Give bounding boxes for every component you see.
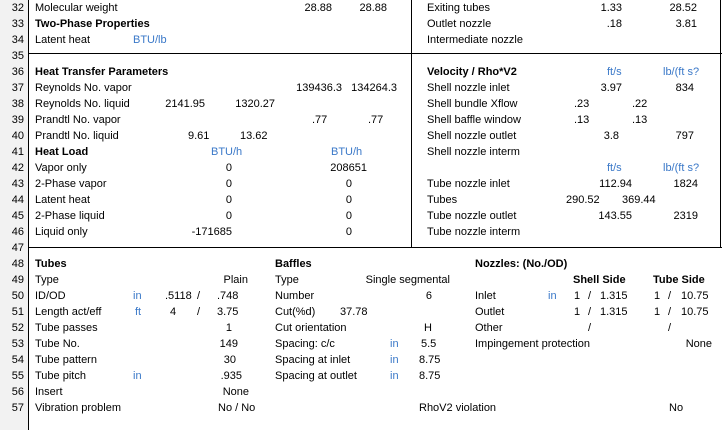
tube-type-value: Plain xyxy=(223,274,248,286)
two-phase-liquid-value-1: 0 xyxy=(225,210,232,222)
molecular-weight-value-1: 28.88 xyxy=(304,2,332,14)
length-separator: / xyxy=(197,306,201,318)
baffle-cut-value: 37.78 xyxy=(340,306,368,318)
nozzles-heading: Nozzles: (No./OD) xyxy=(475,258,568,270)
nozzle-inlet-unit: in xyxy=(548,290,557,302)
cut-orientation-label: Cut orientation xyxy=(275,322,347,334)
tube-nozzle-outlet-label: Tube nozzle outlet xyxy=(427,210,517,222)
tube-passes-label: Tube passes xyxy=(35,322,98,334)
tubes-heading: Tubes xyxy=(35,258,67,270)
shell-nozzle-inlet-velocity: 3.97 xyxy=(600,82,622,94)
tube-passes-value: 1 xyxy=(225,322,232,334)
tube-pitch-label: Tube pitch xyxy=(35,370,86,382)
row-number: 32 xyxy=(11,2,24,14)
tube-side-heading: Tube Side xyxy=(653,274,705,286)
baffle-number-label: Number xyxy=(275,290,315,302)
id-od-unit: in xyxy=(133,290,142,302)
spacing-inlet-value: 8.75 xyxy=(419,354,441,366)
row-number: 39 xyxy=(11,114,24,126)
two-phase-liquid-label: 2-Phase liquid xyxy=(35,210,105,222)
exiting-tubes-value-2: 28.52 xyxy=(669,2,697,14)
latent-heat-load-label: Latent heat xyxy=(35,194,91,206)
insert-label: Insert xyxy=(35,386,63,398)
nozzle-outlet-label: Outlet xyxy=(475,306,505,318)
row-number: 52 xyxy=(11,322,24,334)
shell-baffle-window-value-1: .13 xyxy=(574,114,590,126)
row-number: 43 xyxy=(11,178,24,190)
shell-nozzle-outlet-rhov2: 797 xyxy=(675,130,694,142)
tube-nozzle-inlet-label: Tube nozzle inlet xyxy=(427,178,510,190)
baffle-spacing-label: Spacing: c/c xyxy=(275,338,335,350)
tube-number-label: Tube No. xyxy=(35,338,80,350)
molecular-weight-value-2: 28.88 xyxy=(359,2,387,14)
shell-bundle-xflow-label: Shell bundle Xflow xyxy=(427,98,518,110)
cut-orientation-value: H xyxy=(424,322,432,334)
inlet-tube-count: 1 xyxy=(654,290,661,302)
prandtl-liquid-label: Prandtl No. liquid xyxy=(35,130,119,142)
outlet-shell-count: 1 xyxy=(574,306,581,318)
id-value: .5118 xyxy=(165,290,192,302)
two-phase-vapor-label: 2-Phase vapor xyxy=(35,178,107,190)
reynolds-vapor-label: Reynolds No. vapor xyxy=(35,82,132,94)
tube-number-value: 149 xyxy=(219,338,238,350)
spacing-inlet-unit: in xyxy=(390,354,399,366)
reynolds-vapor-value-2: 134264.3 xyxy=(351,82,397,94)
length-label: Length act/eff xyxy=(35,306,102,318)
molecular-weight-label: Molecular weight xyxy=(35,2,118,14)
liquid-only-value-1: -171685 xyxy=(191,226,232,238)
id-od-separator: / xyxy=(197,290,201,302)
prandtl-vapor-label: Prandtl No. vapor xyxy=(35,114,121,126)
heat-load-heading: Heat Load xyxy=(35,146,89,158)
baffle-number-value: 6 xyxy=(425,290,432,302)
row-number: 41 xyxy=(11,146,24,158)
two-phase-liquid-value-2: 0 xyxy=(345,210,352,222)
tube-nozzle-outlet-rhov2: 2319 xyxy=(673,210,698,222)
tube-nozzle-inlet-rhov2: 1824 xyxy=(673,178,698,190)
velocity-unit-ft-s: ft/s xyxy=(607,66,622,78)
row-number: 54 xyxy=(11,354,24,366)
spacing-outlet-label: Spacing at outlet xyxy=(275,370,357,382)
impingement-protection-label: Impingement protection xyxy=(475,338,590,350)
baffle-spacing-value: 5.5 xyxy=(421,338,437,350)
length-effective: 3.75 xyxy=(217,306,239,318)
shell-nozzle-interm-label: Shell nozzle interm xyxy=(427,146,520,158)
outlet-shell-od: 1.315 xyxy=(600,306,628,318)
baffle-type-value: Single segmental xyxy=(365,274,450,286)
spacing-outlet-unit: in xyxy=(390,370,399,382)
tubes-velocity-value-1: 290.52 xyxy=(566,194,600,206)
inlet-shell-separator: / xyxy=(588,290,592,302)
other-tube-separator: / xyxy=(668,322,672,334)
row-number: 40 xyxy=(11,130,24,142)
spacing-inlet-label: Spacing at inlet xyxy=(275,354,351,366)
shell-nozzle-inlet-label: Shell nozzle inlet xyxy=(427,82,510,94)
row-number: 35 xyxy=(11,50,24,62)
divider-mid xyxy=(28,247,722,248)
latent-heat-unit: BTU/lb xyxy=(133,34,167,46)
tube-velocity-unit-ft-s: ft/s xyxy=(607,162,622,174)
outlet-shell-separator: / xyxy=(588,306,592,318)
row-number: 46 xyxy=(11,226,24,238)
shell-bundle-xflow-value-1: .23 xyxy=(574,98,590,110)
shell-side-heading: Shell Side xyxy=(573,274,626,286)
shell-nozzle-inlet-rhov2: 834 xyxy=(675,82,694,94)
row-number: 56 xyxy=(11,386,24,398)
row-number: 36 xyxy=(11,66,24,78)
od-value: .748 xyxy=(217,290,239,302)
heat-load-unit-1: BTU/h xyxy=(211,146,243,158)
row-number: 57 xyxy=(11,402,24,414)
reynolds-liquid-value-2: 1320.27 xyxy=(235,98,275,110)
tubes-velocity-label: Tubes xyxy=(427,194,458,206)
row-number: 45 xyxy=(11,210,24,222)
row-number: 51 xyxy=(11,306,24,318)
inlet-shell-od: 1.315 xyxy=(600,290,628,302)
tubes-velocity-value-2: 369.44 xyxy=(622,194,656,206)
vapor-only-label: Vapor only xyxy=(35,162,87,174)
heat-load-unit-2: BTU/h xyxy=(331,146,363,158)
outlet-tube-separator: / xyxy=(668,306,672,318)
outlet-nozzle-value-2: 3.81 xyxy=(675,18,697,30)
baffle-type-label: Type xyxy=(275,274,299,286)
nozzle-inlet-label: Inlet xyxy=(475,290,496,302)
shell-baffle-window-label: Shell baffle window xyxy=(427,114,521,126)
row-number: 44 xyxy=(11,194,24,206)
impingement-protection-value: None xyxy=(685,338,712,350)
outlet-nozzle-value-1: .18 xyxy=(606,18,622,30)
length-unit: ft xyxy=(135,306,142,318)
divider-vertical-mid xyxy=(411,53,412,247)
spacing-outlet-value: 8.75 xyxy=(419,370,441,382)
row-number: 48 xyxy=(11,258,24,270)
baffle-spacing-unit: in xyxy=(390,338,399,350)
latent-heat-load-value-2: 0 xyxy=(345,194,352,206)
tube-nozzle-interm-label: Tube nozzle interm xyxy=(427,226,521,238)
vibration-problem-value: No / No xyxy=(218,402,256,414)
tube-nozzle-inlet-velocity: 112.94 xyxy=(599,178,632,190)
latent-heat-load-value-1: 0 xyxy=(225,194,232,206)
two-phase-vapor-value-2: 0 xyxy=(345,178,352,190)
latent-heat-label: Latent heat xyxy=(35,34,91,46)
liquid-only-value-2: 0 xyxy=(345,226,352,238)
vapor-only-value-1: 0 xyxy=(225,162,232,174)
row-number: 50 xyxy=(11,290,24,302)
rhov2-violation-value: No xyxy=(669,402,684,414)
liquid-only-label: Liquid only xyxy=(35,226,88,238)
exiting-tubes-value-1: 1.33 xyxy=(600,2,622,14)
row-number: 47 xyxy=(11,242,24,254)
tube-pitch-unit: in xyxy=(133,370,142,382)
row-number: 37 xyxy=(11,82,24,94)
vibration-problem-label: Vibration problem xyxy=(35,402,122,414)
two-phase-vapor-value-1: 0 xyxy=(225,178,232,190)
tube-type-label: Type xyxy=(35,274,59,286)
rhov2-violation-label: RhoV2 violation xyxy=(419,402,497,414)
row-number: 53 xyxy=(11,338,24,350)
outlet-tube-od: 10.75 xyxy=(681,306,709,318)
intermediate-nozzle-label: Intermediate nozzle xyxy=(427,34,523,46)
insert-value: None xyxy=(222,386,249,398)
shell-nozzle-outlet-label: Shell nozzle outlet xyxy=(427,130,517,142)
vapor-only-value-2: 208651 xyxy=(330,162,367,174)
prandtl-vapor-value-1: .77 xyxy=(312,114,328,126)
divider-right-edge xyxy=(720,0,721,247)
tube-pattern-value: 30 xyxy=(223,354,236,366)
baffles-heading: Baffles xyxy=(275,258,312,270)
reynolds-liquid-label: Reynolds No. liquid xyxy=(35,98,130,110)
reynolds-liquid-value-1: 2141.95 xyxy=(165,98,205,110)
row-number: 33 xyxy=(11,18,24,30)
baffle-cut-label: Cut(%d) xyxy=(275,306,316,318)
row-number: 34 xyxy=(11,34,24,46)
prandtl-liquid-value-2: 13.62 xyxy=(240,130,268,142)
divider-vertical-top xyxy=(411,0,412,53)
exiting-tubes-label: Exiting tubes xyxy=(427,2,490,14)
heat-transfer-parameters-heading: Heat Transfer Parameters xyxy=(35,66,169,78)
tube-nozzle-outlet-velocity: 143.55 xyxy=(598,210,632,222)
nozzle-other-label: Other xyxy=(475,322,503,334)
velocity-heading: Velocity / Rho*V2 xyxy=(427,66,517,78)
inlet-tube-separator: / xyxy=(668,290,672,302)
row-number: 38 xyxy=(11,98,24,110)
inlet-shell-count: 1 xyxy=(574,290,581,302)
row-number: 49 xyxy=(11,274,24,286)
two-phase-properties-heading: Two-Phase Properties xyxy=(35,18,150,30)
id-od-label: ID/OD xyxy=(35,290,66,302)
outlet-nozzle-label: Outlet nozzle xyxy=(427,18,492,30)
length-actual: 4 xyxy=(170,306,177,318)
tube-rhov2-unit: lb/(ft s? xyxy=(663,162,700,174)
other-shell-separator: / xyxy=(588,322,592,334)
prandtl-liquid-value-1: 9.61 xyxy=(188,130,210,142)
row-number: 55 xyxy=(11,370,24,382)
shell-baffle-window-value-2: .13 xyxy=(632,114,648,126)
reynolds-vapor-value-1: 139436.3 xyxy=(296,82,342,94)
outlet-tube-count: 1 xyxy=(654,306,661,318)
tube-pattern-label: Tube pattern xyxy=(35,354,97,366)
shell-bundle-xflow-value-2: .22 xyxy=(632,98,648,110)
inlet-tube-od: 10.75 xyxy=(681,290,709,302)
divider-top xyxy=(28,53,722,54)
tube-pitch-value: .935 xyxy=(220,370,242,382)
prandtl-vapor-value-2: .77 xyxy=(368,114,384,126)
shell-nozzle-outlet-velocity: 3.8 xyxy=(603,130,619,142)
row-number: 42 xyxy=(11,162,24,174)
rhov2-unit: lb/(ft s? xyxy=(663,66,700,78)
